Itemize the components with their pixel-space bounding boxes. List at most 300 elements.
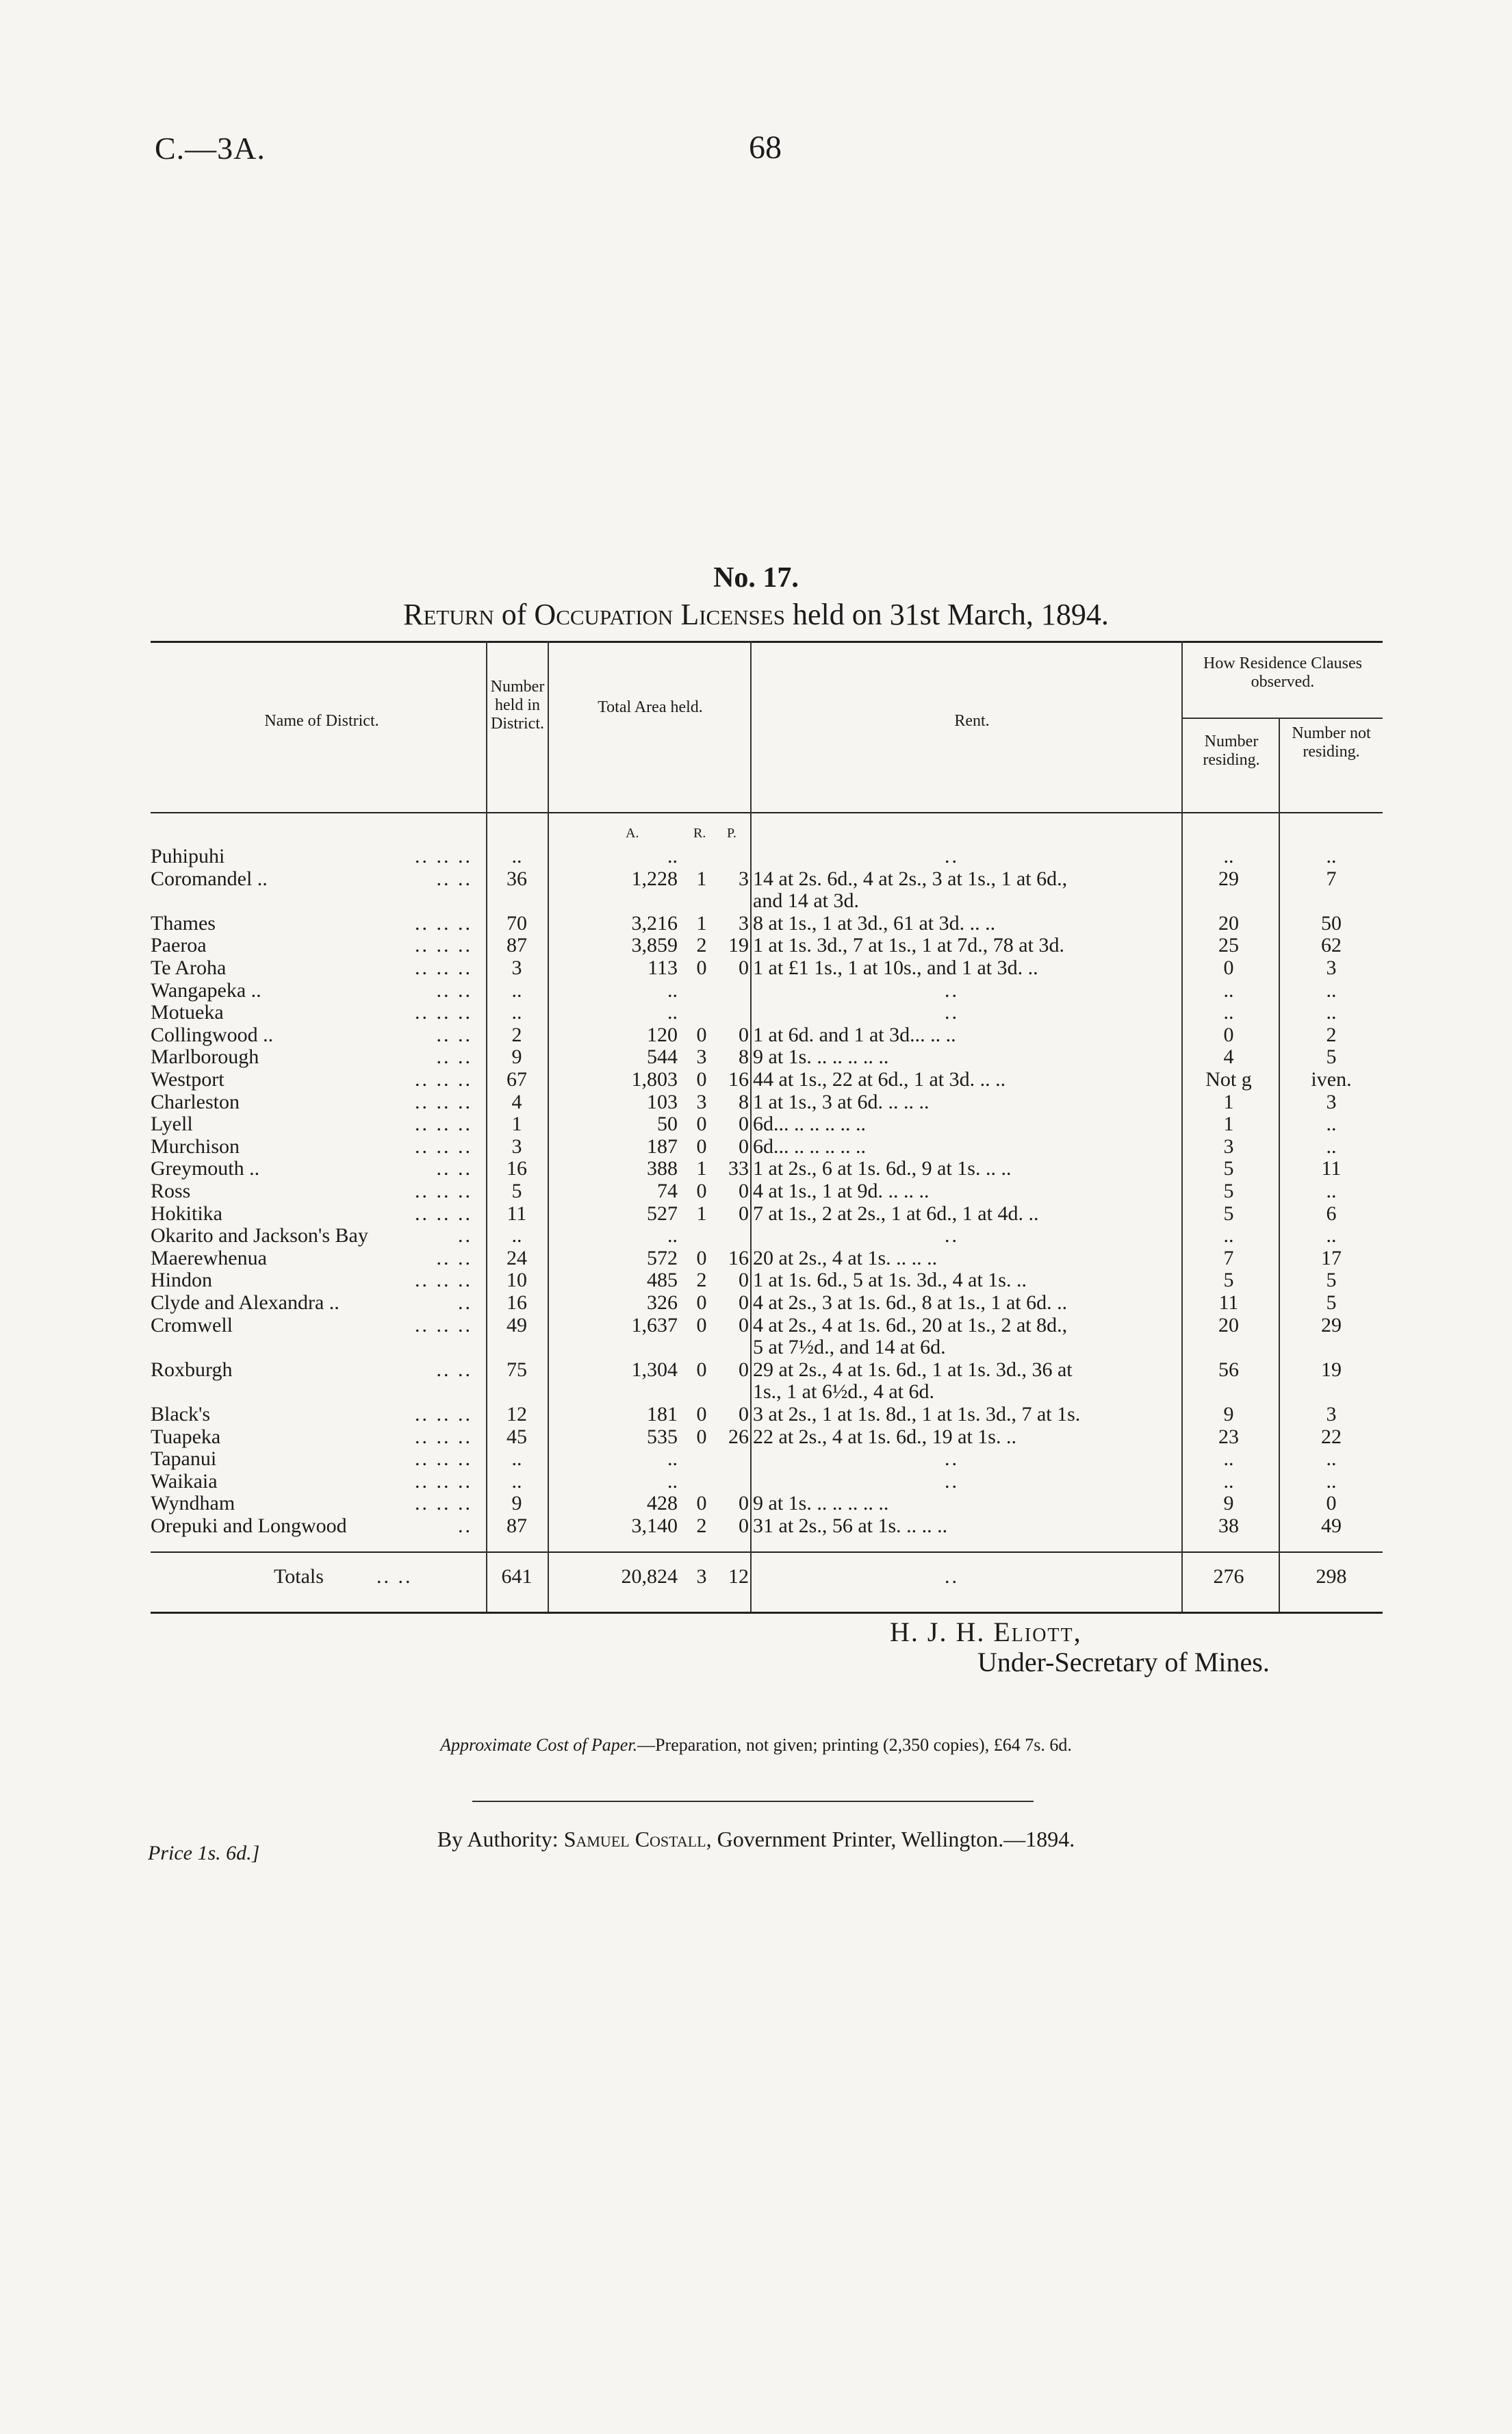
district-name-text: Wangapeka .. bbox=[151, 979, 261, 1002]
leader-dots: .. .. .. bbox=[415, 1135, 472, 1158]
area-roods: 0 bbox=[696, 1113, 707, 1135]
table-row bbox=[151, 1514, 1383, 1538]
number-residing: 0 bbox=[1223, 1024, 1234, 1046]
number-held: 24 bbox=[507, 1247, 527, 1269]
table-row bbox=[151, 1314, 1383, 1337]
number-residing: 23 bbox=[1218, 1425, 1239, 1448]
number-residing: 5 bbox=[1223, 1180, 1234, 1202]
number-residing: 25 bbox=[1218, 934, 1239, 956]
area-acres: 3,216 bbox=[631, 912, 678, 935]
rent-detail: 3 at 2s., 1 at 1s. 8d., 1 at 1s. 3d., 7 at 1s. bbox=[753, 1403, 1081, 1425]
table-row bbox=[151, 1202, 1383, 1226]
district-name bbox=[151, 1224, 472, 1247]
area-acres: 3,859 bbox=[631, 934, 678, 956]
area-roods: 1 bbox=[696, 867, 707, 890]
number-residing: 4 bbox=[1223, 1045, 1234, 1068]
title-mid: of bbox=[494, 598, 535, 631]
totals-rent: .. bbox=[945, 1565, 959, 1588]
area-acres: 50 bbox=[657, 1113, 678, 1135]
totals-rule bbox=[151, 1551, 1383, 1553]
area-acres: .. bbox=[667, 979, 678, 1002]
district-name-text: Marlborough bbox=[151, 1045, 259, 1068]
number-not-residing: 7 bbox=[1326, 867, 1337, 890]
leader-dots: .. .. .. bbox=[415, 1180, 472, 1202]
area-acres: 535 bbox=[647, 1425, 678, 1448]
number-not-residing: 22 bbox=[1321, 1425, 1342, 1448]
table-row bbox=[151, 979, 1383, 1002]
area-perches: 8 bbox=[739, 1091, 749, 1113]
area-perches: 26 bbox=[728, 1425, 749, 1448]
rent-detail: 9 at 1s. .. .. .. .. .. bbox=[753, 1045, 889, 1068]
area-roods: 0 bbox=[696, 1425, 707, 1448]
district-name-text: Tapanui bbox=[151, 1447, 217, 1470]
table-row bbox=[151, 1157, 1383, 1180]
number-held: 10 bbox=[507, 1269, 527, 1291]
leader-dots: .. .. .. bbox=[415, 845, 472, 867]
number-residing: 1 bbox=[1223, 1091, 1234, 1113]
number-residing: 1 bbox=[1223, 1113, 1234, 1135]
leader-dots: .. .. .. bbox=[415, 912, 472, 935]
area-acres: .. bbox=[667, 1224, 678, 1247]
number-held: 87 bbox=[507, 934, 527, 956]
header-residence-clauses: How Residence Clauses observed. bbox=[1203, 655, 1362, 691]
header-total-area: Total Area held. bbox=[598, 698, 703, 716]
number-held: .. bbox=[511, 1224, 522, 1247]
number-residing: 7 bbox=[1223, 1247, 1234, 1269]
rent-detail: .. bbox=[945, 979, 959, 1002]
header-number-held: Number held in District. bbox=[490, 678, 545, 733]
district-name-text: Hindon bbox=[151, 1269, 212, 1291]
number-residing: Not g bbox=[1205, 1068, 1252, 1091]
number-residing: 56 bbox=[1218, 1358, 1239, 1381]
area-acres: 103 bbox=[647, 1091, 678, 1113]
district-name-text: Puhipuhi bbox=[151, 845, 225, 867]
area-perches: 0 bbox=[739, 1269, 749, 1291]
district-name-text: Orepuki and Longwood bbox=[151, 1514, 347, 1537]
totals-not-residing: 298 bbox=[1316, 1565, 1347, 1588]
number-residing: 9 bbox=[1223, 1492, 1234, 1514]
number-held: .. bbox=[511, 1470, 522, 1493]
area-perches: 3 bbox=[739, 867, 749, 890]
table-row bbox=[151, 956, 1383, 980]
number-held: 2 bbox=[511, 1024, 522, 1046]
number-held: 16 bbox=[507, 1157, 527, 1180]
district-name bbox=[151, 1091, 472, 1114]
leader-dots: .. .. bbox=[436, 1247, 472, 1269]
number-not-residing: .. bbox=[1326, 1180, 1337, 1202]
price: Price 1s. 6d.] bbox=[148, 1842, 260, 1864]
rent-detail: 22 at 2s., 4 at 1s. 6d., 19 at 1s. .. bbox=[753, 1425, 1016, 1448]
district-name bbox=[151, 979, 472, 1002]
area-acres: 326 bbox=[647, 1291, 678, 1314]
table-bottom-rule bbox=[151, 1612, 1383, 1614]
title-word-licenses: Licenses bbox=[680, 598, 785, 631]
rent-detail: 8 at 1s., 1 at 3d., 61 at 3d. .. .. bbox=[753, 912, 996, 935]
number-residing: 11 bbox=[1218, 1291, 1239, 1314]
district-name-text: Waikaia bbox=[151, 1470, 218, 1493]
leader-dots: .. .. .. bbox=[415, 1470, 472, 1493]
district-name bbox=[151, 1157, 472, 1180]
district-name-text: Hokitika bbox=[151, 1202, 222, 1225]
table-row bbox=[151, 1247, 1383, 1270]
signature-name: H. J. H. Eliott, bbox=[890, 1617, 1082, 1647]
cost-of-paper bbox=[0, 1735, 1512, 1755]
number-held: 70 bbox=[507, 912, 527, 935]
table-row bbox=[151, 1001, 1383, 1024]
totals-label: Totals bbox=[274, 1565, 324, 1588]
number-held: 11 bbox=[507, 1202, 527, 1225]
table-row bbox=[151, 1492, 1383, 1515]
residence-subheader-rule bbox=[1183, 718, 1383, 719]
rent-detail: 7 at 1s., 2 at 2s., 1 at 6d., 1 at 4d. .. bbox=[753, 1202, 1039, 1225]
district-name-text: Cromwell bbox=[151, 1314, 233, 1336]
number-held: 36 bbox=[507, 867, 527, 890]
district-name-text: Wyndham bbox=[151, 1492, 235, 1514]
rent-detail: 1 at 1s. 3d., 7 at 1s., 1 at 7d., 78 at 3d. bbox=[753, 934, 1064, 956]
table-row-continuation bbox=[151, 1336, 1383, 1359]
number-residing: 0 bbox=[1223, 956, 1234, 979]
district-name bbox=[151, 1001, 472, 1024]
rent-detail: 29 at 2s., 4 at 1s. 6d., 1 at 1s. 3d., 36 at bbox=[753, 1358, 1073, 1381]
leader-dots: .. .. .. bbox=[415, 1068, 472, 1091]
rent-detail: 1 at 6d. and 1 at 3d... .. .. bbox=[753, 1024, 956, 1046]
rent-detail: 9 at 1s. .. .. .. .. .. bbox=[753, 1492, 889, 1514]
district-name bbox=[151, 1135, 472, 1158]
number-held: 5 bbox=[511, 1180, 522, 1202]
leader-dots: .. .. .. bbox=[415, 1269, 472, 1291]
return-number: No. 17. bbox=[713, 562, 799, 594]
unit-acres: A. bbox=[626, 826, 639, 841]
totals-roods: 3 bbox=[696, 1565, 707, 1588]
table-row bbox=[151, 1403, 1383, 1426]
leader-dots: .. bbox=[458, 1291, 472, 1314]
district-name-text: Lyell bbox=[151, 1113, 193, 1135]
number-not-residing: .. bbox=[1326, 1447, 1337, 1470]
table-top-rule bbox=[151, 641, 1383, 643]
rent-detail: .. bbox=[945, 845, 959, 867]
area-acres: .. bbox=[667, 1447, 678, 1470]
number-not-residing: .. bbox=[1326, 1001, 1337, 1024]
district-name-text: Greymouth .. bbox=[151, 1157, 260, 1180]
district-name bbox=[151, 1180, 472, 1203]
area-acres: 1,637 bbox=[631, 1314, 678, 1336]
area-acres: 181 bbox=[647, 1403, 678, 1425]
area-perches: 0 bbox=[739, 1024, 749, 1046]
district-name bbox=[151, 1068, 472, 1091]
area-perches: 0 bbox=[739, 1314, 749, 1336]
leader-dots: .. .. .. bbox=[415, 1314, 472, 1336]
district-name-text: Clyde and Alexandra .. bbox=[151, 1291, 339, 1314]
rent-detail: 1 at £1 1s., 1 at 10s., and 1 at 3d. .. bbox=[753, 956, 1038, 979]
district-name-text: Maerewhenua bbox=[151, 1247, 267, 1269]
number-held: 67 bbox=[507, 1068, 527, 1091]
district-name-text: Ross bbox=[151, 1180, 191, 1202]
rent-detail: 4 at 2s., 3 at 1s. 6d., 8 at 1s., 1 at 6d. .. bbox=[753, 1291, 1068, 1314]
leader-dots: .. .. bbox=[436, 867, 472, 890]
area-roods: 0 bbox=[696, 1024, 707, 1046]
leader-dots: .. .. .. bbox=[415, 1091, 472, 1113]
leader-dots: .. .. bbox=[436, 979, 472, 1002]
number-residing: .. bbox=[1223, 845, 1234, 867]
number-residing: .. bbox=[1223, 1447, 1234, 1470]
district-name-text: Motueka bbox=[151, 1001, 224, 1024]
area-roods: 0 bbox=[696, 1291, 707, 1314]
area-roods: 1 bbox=[696, 1202, 707, 1225]
unit-perches: P. bbox=[727, 826, 736, 841]
number-held: 3 bbox=[511, 1135, 522, 1158]
title-suffix: held on 31st March, 1894. bbox=[784, 598, 1109, 631]
leader-dots: .. .. .. bbox=[415, 1492, 472, 1514]
printer-authority bbox=[0, 1827, 1512, 1852]
district-name bbox=[151, 867, 472, 891]
district-name bbox=[151, 1113, 472, 1136]
number-not-residing: .. bbox=[1326, 1113, 1337, 1135]
number-not-residing: .. bbox=[1326, 1135, 1337, 1158]
area-perches: 0 bbox=[739, 1291, 749, 1314]
rent-detail: 1 at 2s., 6 at 1s. 6d., 9 at 1s. .. .. bbox=[753, 1157, 1012, 1180]
number-residing: 5 bbox=[1223, 1202, 1234, 1225]
number-residing: 5 bbox=[1223, 1157, 1234, 1180]
area-acres: 428 bbox=[647, 1492, 678, 1514]
header-rent: Rent. bbox=[954, 712, 990, 730]
table-row bbox=[151, 1068, 1383, 1091]
number-residing: .. bbox=[1223, 1470, 1234, 1493]
district-name bbox=[151, 1045, 472, 1069]
header-number-not-residing: Number not residing. bbox=[1292, 724, 1371, 761]
number-residing: 29 bbox=[1218, 867, 1239, 890]
rent-detail: 31 at 2s., 56 at 1s. .. .. .. bbox=[753, 1514, 948, 1537]
district-name bbox=[151, 1247, 472, 1270]
area-acres: 1,304 bbox=[631, 1358, 678, 1381]
leader-dots: .. .. bbox=[436, 1024, 472, 1046]
table-row bbox=[151, 1358, 1383, 1382]
footer-rule bbox=[472, 1801, 1034, 1802]
district-name-text: Murchison bbox=[151, 1135, 240, 1158]
number-held: 45 bbox=[507, 1425, 527, 1448]
table-row bbox=[151, 1291, 1383, 1315]
number-residing: 3 bbox=[1223, 1135, 1234, 1158]
table-row bbox=[151, 867, 1383, 891]
number-held: 12 bbox=[507, 1403, 527, 1425]
number-not-residing: 2 bbox=[1326, 1024, 1337, 1046]
area-acres: 544 bbox=[647, 1045, 678, 1068]
header-name-of-district: Name of District. bbox=[264, 712, 379, 730]
area-perches: 0 bbox=[739, 1135, 749, 1158]
number-residing: .. bbox=[1223, 979, 1234, 1002]
district-name-text: Paeroa bbox=[151, 934, 207, 956]
leader-dots: .. .. bbox=[436, 1358, 472, 1381]
number-not-residing: 19 bbox=[1321, 1358, 1342, 1381]
table-row bbox=[151, 1091, 1383, 1114]
number-not-residing: 11 bbox=[1321, 1157, 1342, 1180]
area-roods: 0 bbox=[696, 1403, 707, 1425]
table-row-continuation bbox=[151, 889, 1383, 913]
number-not-residing: .. bbox=[1326, 979, 1337, 1002]
leader-dots: .. bbox=[458, 1224, 472, 1247]
area-acres: 527 bbox=[647, 1202, 678, 1225]
number-not-residing: .. bbox=[1326, 845, 1337, 867]
area-perches: 0 bbox=[739, 1180, 749, 1202]
area-perches: 0 bbox=[739, 956, 749, 979]
district-name-text: Thames bbox=[151, 912, 216, 935]
cost-label: Approximate Cost of Paper. bbox=[440, 1735, 638, 1755]
district-name bbox=[151, 1291, 472, 1315]
area-roods: 0 bbox=[696, 956, 707, 979]
area-roods: 0 bbox=[696, 1247, 707, 1269]
table-row bbox=[151, 1113, 1383, 1136]
number-held: 9 bbox=[511, 1045, 522, 1068]
area-perches: 0 bbox=[739, 1514, 749, 1537]
district-name-text: Westport bbox=[151, 1068, 225, 1091]
leader-dots: .. .. .. bbox=[415, 1202, 472, 1225]
rent-detail: 1 at 1s. 6d., 5 at 1s. 3d., 4 at 1s. .. bbox=[753, 1269, 1027, 1291]
number-held: .. bbox=[511, 845, 522, 867]
district-name bbox=[151, 1314, 472, 1337]
table-row-continuation bbox=[151, 1380, 1383, 1404]
table-row bbox=[151, 934, 1383, 957]
header-bottom-rule bbox=[151, 812, 1383, 813]
rent-detail: 1s., 1 at 6½d., 4 at 6d. bbox=[753, 1380, 934, 1403]
leader-dots: .. .. bbox=[436, 1157, 472, 1180]
number-residing: 20 bbox=[1218, 1314, 1239, 1336]
area-roods: 2 bbox=[696, 934, 707, 956]
area-acres: .. bbox=[667, 1470, 678, 1493]
totals-residing: 276 bbox=[1213, 1565, 1244, 1588]
district-name-text: Tuapeka bbox=[151, 1425, 221, 1448]
number-held: 75 bbox=[507, 1358, 527, 1381]
leader-dots: .. .. .. bbox=[415, 1425, 472, 1448]
authority-prefix: By Authority: bbox=[437, 1827, 564, 1851]
district-name bbox=[151, 1447, 472, 1471]
table-row bbox=[151, 912, 1383, 935]
number-residing: 5 bbox=[1223, 1269, 1234, 1291]
number-not-residing: 50 bbox=[1321, 912, 1342, 935]
district-name-text: Roxburgh bbox=[151, 1358, 233, 1381]
district-name-text: Okarito and Jackson's Bay bbox=[151, 1224, 368, 1247]
area-roods: 0 bbox=[696, 1180, 707, 1202]
area-acres: 1,228 bbox=[631, 867, 678, 890]
district-name bbox=[151, 1202, 472, 1226]
district-name bbox=[151, 1358, 472, 1382]
number-held: 4 bbox=[511, 1091, 522, 1113]
printer-name: Samuel Costall bbox=[563, 1827, 706, 1851]
number-not-residing: 3 bbox=[1326, 1403, 1337, 1425]
cost-text: —Preparation, not given; printing (2,350 copies), £64 7s. 6d. bbox=[637, 1735, 1072, 1755]
district-name bbox=[151, 1425, 472, 1449]
document-reference: C.—3A. bbox=[155, 131, 266, 166]
area-acres: 388 bbox=[647, 1157, 678, 1180]
rent-detail: and 14 at 3d. bbox=[753, 889, 859, 912]
area-acres: 120 bbox=[647, 1024, 678, 1046]
totals-row bbox=[151, 1565, 1383, 1588]
number-not-residing: 5 bbox=[1326, 1045, 1337, 1068]
district-name-text: Black's bbox=[151, 1403, 211, 1425]
area-perches: 3 bbox=[739, 912, 749, 935]
number-residing: .. bbox=[1223, 1224, 1234, 1247]
leader-dots: .. .. .. bbox=[415, 934, 472, 956]
area-roods: 2 bbox=[696, 1514, 707, 1537]
number-residing: .. bbox=[1223, 1001, 1234, 1024]
leader-dots: .. .. bbox=[436, 1045, 472, 1068]
district-name-text: Te Aroha bbox=[151, 956, 227, 979]
rent-detail: 44 at 1s., 22 at 6d., 1 at 3d. .. .. bbox=[753, 1068, 1006, 1091]
rent-detail: 1 at 1s., 3 at 6d. .. .. .. bbox=[753, 1091, 930, 1113]
table-row bbox=[151, 1269, 1383, 1292]
area-roods: 0 bbox=[696, 1492, 707, 1514]
number-held: .. bbox=[511, 1447, 522, 1470]
area-perches: 19 bbox=[728, 934, 749, 956]
title-prefix: Return bbox=[403, 598, 494, 631]
number-not-residing: 5 bbox=[1326, 1291, 1337, 1314]
area-roods: 0 bbox=[696, 1068, 707, 1091]
area-acres: .. bbox=[667, 845, 678, 867]
area-acres: 74 bbox=[657, 1180, 678, 1202]
number-not-residing: .. bbox=[1326, 1470, 1337, 1493]
table-row bbox=[151, 1447, 1383, 1471]
area-perches: 0 bbox=[739, 1113, 749, 1135]
rent-detail: 4 at 2s., 4 at 1s. 6d., 20 at 1s., 2 at 8d., bbox=[753, 1314, 1068, 1336]
district-name-text: Charleston bbox=[151, 1091, 240, 1113]
number-not-residing: 5 bbox=[1326, 1269, 1337, 1291]
area-roods: 1 bbox=[696, 1157, 707, 1180]
district-name bbox=[151, 1492, 472, 1515]
leader-dots: .. .. .. bbox=[415, 1113, 472, 1135]
district-name bbox=[151, 912, 472, 935]
number-not-residing: 0 bbox=[1326, 1492, 1337, 1514]
area-roods: 0 bbox=[696, 1135, 707, 1158]
rent-detail: 5 at 7½d., and 14 at 6d. bbox=[753, 1336, 946, 1358]
area-perches: 16 bbox=[728, 1247, 749, 1269]
number-not-residing: 3 bbox=[1326, 1091, 1337, 1113]
totals-perches: 12 bbox=[728, 1565, 749, 1588]
number-residing: 38 bbox=[1218, 1514, 1239, 1537]
area-roods: 1 bbox=[696, 912, 707, 935]
number-held: 9 bbox=[511, 1492, 522, 1514]
area-acres: 3,140 bbox=[631, 1514, 678, 1537]
area-perches: 8 bbox=[739, 1045, 749, 1068]
number-held: .. bbox=[511, 1001, 522, 1024]
district-name bbox=[151, 934, 472, 957]
number-held: 87 bbox=[507, 1514, 527, 1537]
area-perches: 33 bbox=[728, 1157, 749, 1180]
area-acres: 572 bbox=[647, 1247, 678, 1269]
rent-detail: 6d... .. .. .. .. .. bbox=[753, 1135, 866, 1158]
area-acres: 113 bbox=[648, 956, 678, 979]
table-row bbox=[151, 1224, 1383, 1247]
area-perches: 16 bbox=[728, 1068, 749, 1091]
area-perches: 0 bbox=[739, 1358, 749, 1381]
number-not-residing: 29 bbox=[1321, 1314, 1342, 1336]
header-number-residing: Number residing. bbox=[1203, 733, 1260, 769]
table-row bbox=[151, 1024, 1383, 1047]
district-name-text: Collingwood .. bbox=[151, 1024, 274, 1046]
leader-dots: .. .. .. bbox=[415, 956, 472, 979]
district-name bbox=[151, 1403, 472, 1426]
area-acres: 1,803 bbox=[631, 1068, 678, 1091]
table-row bbox=[151, 1180, 1383, 1203]
table-row bbox=[151, 1135, 1383, 1158]
totals-number: 641 bbox=[501, 1565, 533, 1588]
number-not-residing: 3 bbox=[1326, 956, 1337, 979]
number-held: 3 bbox=[511, 956, 522, 979]
number-not-residing: 6 bbox=[1326, 1202, 1337, 1225]
district-name bbox=[151, 1470, 472, 1493]
leader-dots: .. .. .. bbox=[415, 1403, 472, 1425]
area-perches: 0 bbox=[739, 1492, 749, 1514]
district-name bbox=[151, 1514, 472, 1538]
signature-title: Under-Secretary of Mines. bbox=[977, 1647, 1270, 1677]
area-acres: 187 bbox=[647, 1135, 678, 1158]
